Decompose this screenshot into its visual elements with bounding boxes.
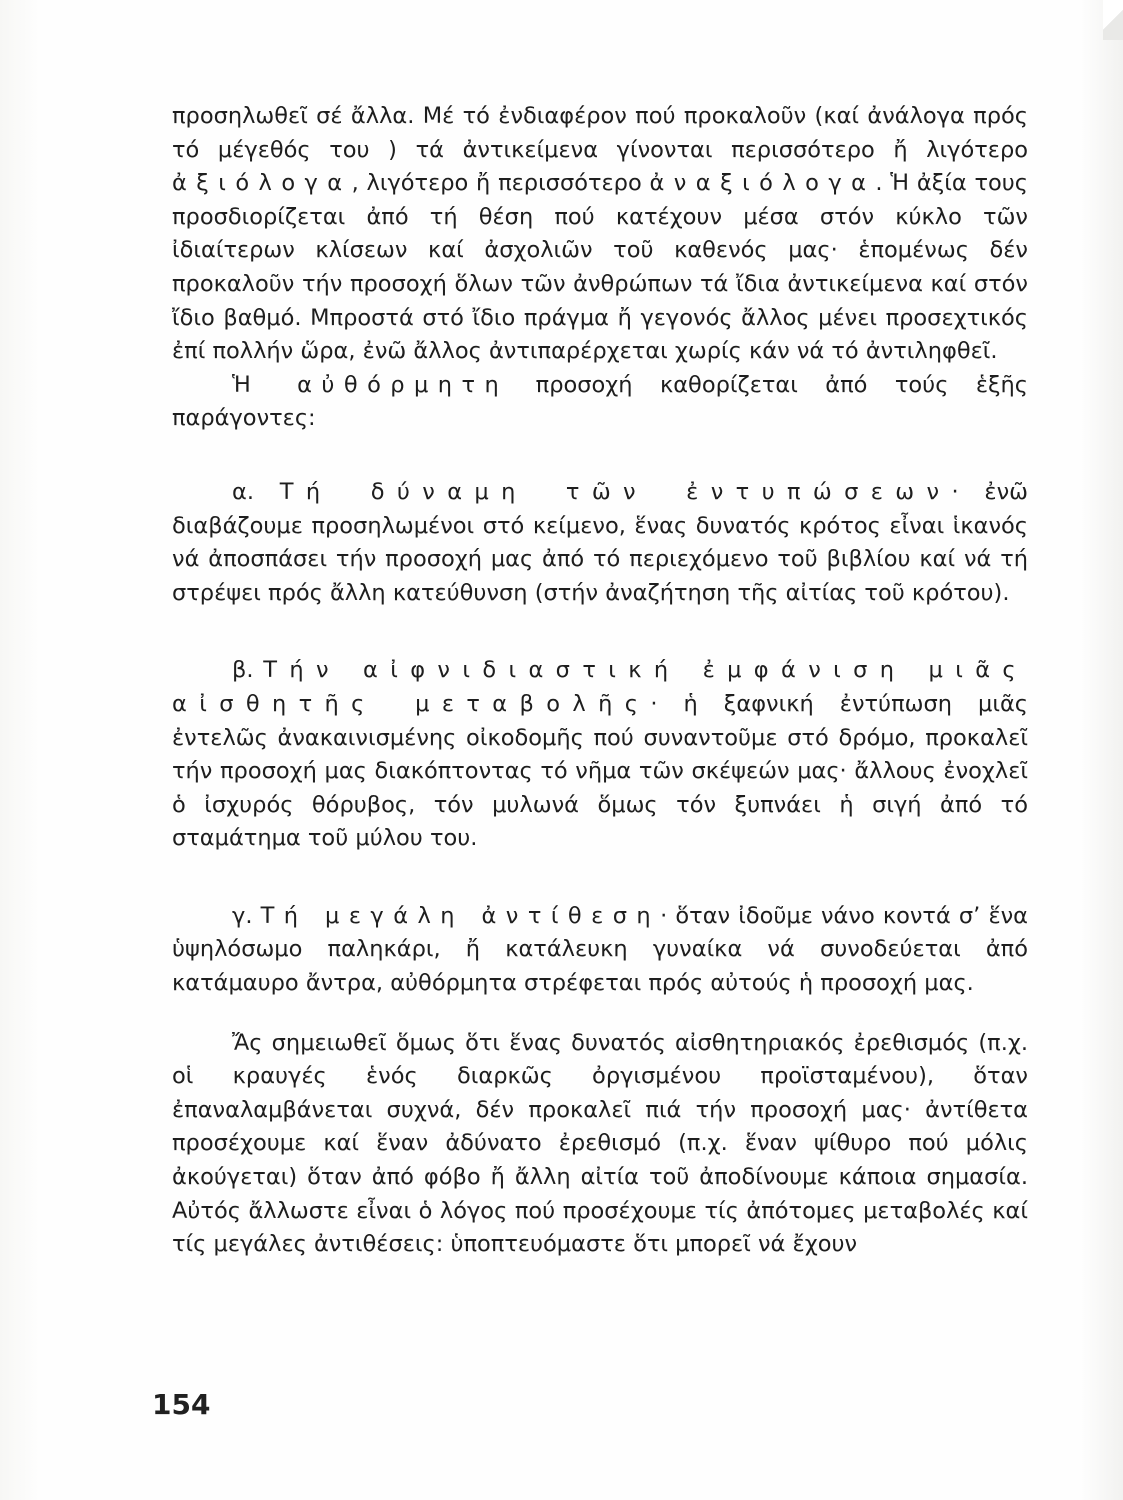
emphasis-factor-c: Τή μεγάλη ἀντίθεση xyxy=(260,902,661,929)
body-text xyxy=(172,100,1028,1262)
paragraph-factors-intro: Ἡ αὐθόρμητη προσοχή καθορίζεται ἀπό τούς ἑξῆς παράγοντες: xyxy=(172,371,1029,432)
emphasis-factor-a: Τή δύναμη τῶν ἐντυπώσεων xyxy=(279,478,952,505)
emphasis-anaxiologa: ἀναξιόλογα xyxy=(649,170,876,197)
emphasis-factor-b: Τήν αἰφνιδιαστική ἐμφάνιση μιᾶς αἰσθητῆς μεταβολῆς xyxy=(172,657,1028,717)
paragraph-note: Ἄς σημειωθεῖ ὅμως ὅτι ἕνας δυνατός αἰσθητηριακός ἐρεθισμός (π.χ. οἱ κραυγές ἑνός διαρκῶς ὀργισμένου προϊσταμένου), ὅταν ἐπαναλαμβάνεται συχνά, δέν προκαλεῖ πιά τήν προσοχή μας· ἀντίθετα προσέχουμε καί ἕναν ἀδύνατο ἐρεθισμό (π.χ. ἕναν ψίθυρο πού μόλις ἀκούγεται) ὅταν ἀπό φόβο ἤ ἄλλη αἰτία τοῦ ἀποδίνουμε κάποια σημασία. Αὐτός ἄλλωστε εἶναι ὁ λόγος πού προσέχουμε τίς ἀπότομες μεταβολές καί τίς μεγάλες ἀντιθέσεις: ὑποπτευόμαστε ὅτι μπορεῖ νά ἔχουν xyxy=(172,1029,1028,1258)
paragraph-factor-c: γ. Τή μεγάλη ἀντίθεση· ὅταν ἰδοῦμε νάνο κοντά σ’ ἕνα ὑψηλόσωμο παληκάρι, ἤ κατάλευκη γυναίκα νά συνοδεύεται ἀπό κατάμαυρο ἄντρα, αὐθόρμητα στρέφεται πρός αὐτούς ἡ προσοχή μας. xyxy=(172,902,1028,997)
emphasis-axiologa: ἀξιόλογα xyxy=(172,170,352,197)
emphasis-spontaneous: Ἡ αὐθόρμητη xyxy=(232,371,509,398)
page-corner xyxy=(1103,0,1123,40)
paragraph-factor-a: α. Τή δύναμη τῶν ἐντυπώσεων· ἐνῶ διαβάζουμε προσηλωμένοι στό κείμενο, ἕνας δυνατός κρότος εἶναι ἱκανός νά ἀποσπάσει τήν προσοχή μας ἀπό τό περιεχόμενο τοῦ βιβλίου καί νά τή στρέψει πρός ἄλλη κατεύθυνση (στήν ἀναζήτηση τῆς αἰτίας τοῦ κρότου). xyxy=(172,478,1028,606)
page-number: 154 xyxy=(152,1388,211,1421)
paragraph-factor-b: β. Τήν αἰφνιδιαστική ἐμφάνιση μιᾶς αἰσθητῆς μεταβολῆς· ἡ ξαφνική ἐντύπωση μιᾶς ἐντελῶς ἀνακαινισμένης οἰκοδομῆς πού συναντοῦμε στό δρόμο, προκαλεῖ τήν προσοχή μας διακόπτοντας τό νῆμα τῶν σκέψεών μας· ἄλλους ἐνοχλεῖ ὁ ἰσχυρός θόρυβος, τόν μυλωνά ὅμως τόν ξυπνάει ἡ σιγή ἀπό τό σταμάτημα τοῦ μύλου του. xyxy=(172,657,1028,852)
paragraph-continuation: προσηλωθεῖ σέ ἄλλα. Μέ τό ἐνδιαφέρον πού προκαλοῦν (καί ἀνάλογα πρός τό μέγεθός του ) τά ἀντικείμενα γίνονται περισσότερο ἤ λιγότερο ἀξιόλογα, λιγότερο ἤ περισσότερο ἀναξιόλογα. Ἡ ἀξία τους προσδιορίζεται ἀπό τή θέση πού κατέχουν μέσα στόν κύκλο τῶν ἰδιαίτερων κλίσεων καί ἀσχολιῶν τοῦ καθενός μας· ἑπομένως δέν προκαλοῦν τήν προσοχή ὅλων τῶν ἀνθρώπων τά ἴδια ἀντικείμενα καί στόν ἴδιο βαθμό. Μπροστά στό ἴδιο πράγμα ἤ γεγονός ἄλλος μένει προσεχτικός ἐπί πολλήν ὥρα, ἐνῶ ἄλλος ἀντιπαρέρχεται χωρίς κάν νά τό ἀντιληφθεῖ. xyxy=(172,103,1029,365)
